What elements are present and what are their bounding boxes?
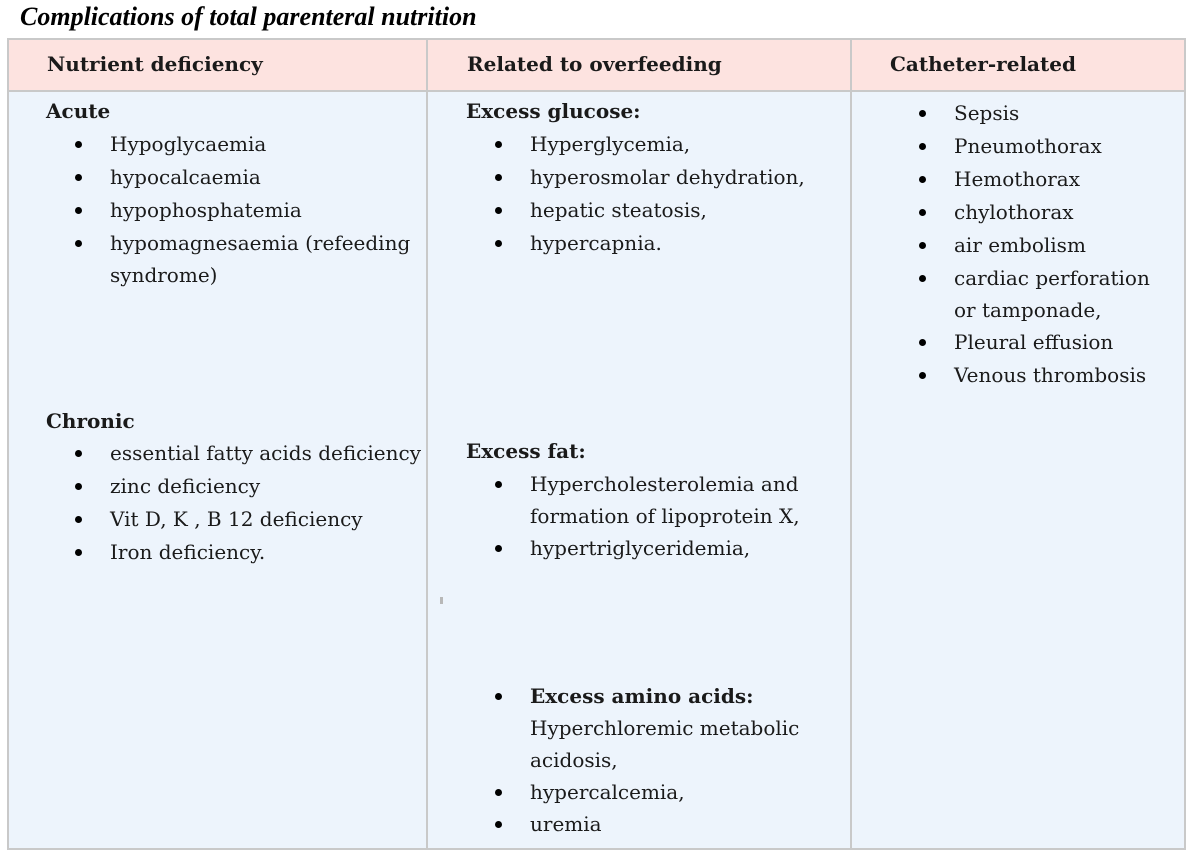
excess-glucose-list	[466, 128, 841, 260]
acute-list	[46, 128, 416, 291]
list-item: uremia	[466, 808, 806, 840]
excess-amino-acids-label: Excess amino acids:	[530, 684, 754, 708]
excess-glucose-label: Excess glucose:	[466, 99, 641, 123]
table-header-row	[9, 40, 1184, 92]
list-item: air embolism	[890, 229, 1170, 262]
catheter-related-list	[890, 97, 1170, 392]
list-item: essential fatty acids deficiency	[46, 437, 421, 470]
list-item	[466, 680, 806, 776]
column-divider	[426, 40, 428, 848]
list-item: hypertriglyceridemia,	[466, 532, 806, 565]
list-item: hypophosphatemia	[46, 194, 416, 227]
list-item: Hypoglycaemia	[46, 128, 416, 161]
list-item: Pleural effusion	[890, 326, 1170, 359]
list-item: hypercapnia.	[466, 227, 841, 260]
list-item: hypercalcemia,	[466, 776, 806, 808]
list-item: chylothorax	[890, 196, 1170, 229]
header-nutrient-deficiency: Nutrient deficiency	[47, 52, 263, 76]
list-item: hypomagnesaemia (refeeding syndrome)	[46, 227, 416, 291]
list-item: hepatic steatosis,	[466, 194, 841, 227]
list-item: Sepsis	[890, 97, 1170, 130]
excess-amino-acids-list	[466, 680, 806, 840]
page-title: Complications of total parenteral nutrition	[20, 2, 477, 31]
header-catheter-related: Catheter-related	[890, 52, 1076, 76]
list-item: zinc deficiency	[46, 470, 421, 503]
list-item: Pneumothorax	[890, 130, 1170, 163]
list-item: Hypercholesterolemia and formation of lipoprotein X,	[466, 468, 806, 532]
list-item: Iron deficiency.	[46, 536, 421, 569]
cursor-mark	[440, 597, 443, 604]
list-item: cardiac perforation or tamponade,	[890, 262, 1170, 326]
excess-fat-list	[466, 468, 806, 565]
excess-fat-label: Excess fat:	[466, 439, 586, 463]
list-item: Venous thrombosis	[890, 359, 1170, 392]
chronic-label: Chronic	[46, 409, 135, 433]
header-related-to-overfeeding: Related to overfeeding	[467, 52, 722, 76]
list-item: hypocalcaemia	[46, 161, 416, 194]
amino-acids-effect: Hyperchloremic metabolic acidosis,	[530, 716, 800, 772]
acute-label: Acute	[46, 99, 111, 123]
chronic-list	[46, 437, 421, 569]
column-divider	[850, 40, 852, 848]
list-item: Hyperglycemia,	[466, 128, 841, 161]
list-item: Hemothorax	[890, 163, 1170, 196]
list-item: Vit D, K , B 12 deficiency	[46, 503, 421, 536]
list-item: hyperosmolar dehydration,	[466, 161, 841, 194]
